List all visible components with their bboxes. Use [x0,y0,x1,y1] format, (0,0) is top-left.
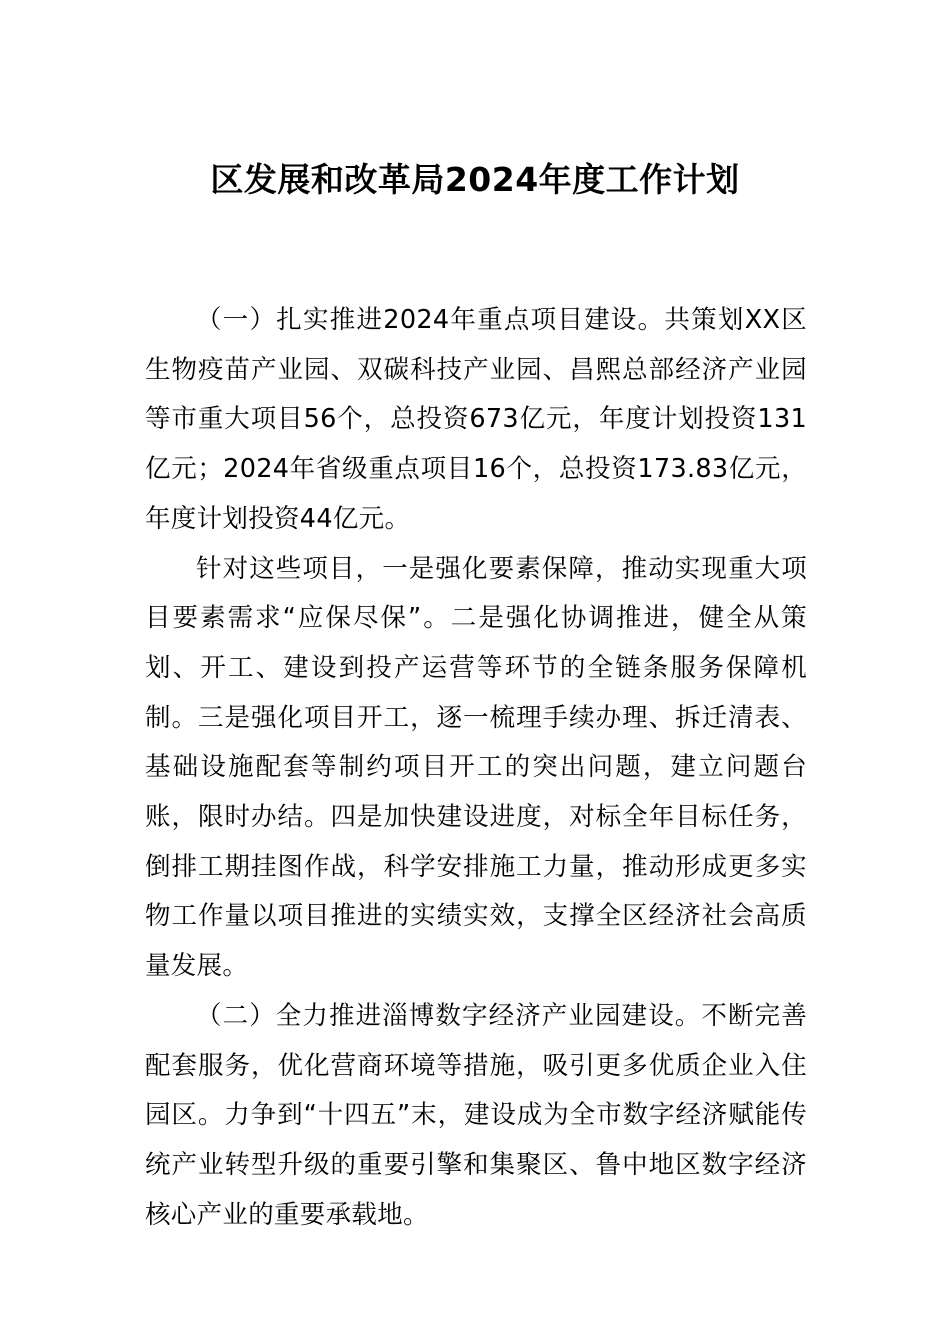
paragraph-key-projects: （一）扎实推进2024年重点项目建设。共策划XX区生物疫苗产业园、双碳科技产业园、昌熙总部经济产业园等市重大项目56个，总投资673亿元，年度计划投资131亿元；2024年省级重点项目16个，总投资173.83亿元，年度计划投资44亿元。 [145,305,807,534]
document-title: 区发展和改革局2024年度工作计划 [210,160,740,199]
document-body [145,296,807,1240]
paragraph-project-measures: 针对这些项目，一是强化要素保障，推动实现重大项目要素需求“应保尽保”。二是强化协调推进，健全从策划、开工、建设到投产运营等环节的全链条服务保障机制。三是强化项目开工，逐一梳理手续办理、拆迁清表、基础设施配套等制约项目开工的突出问题，建立问题台账，限时办结。四是加快建设进度，对标全年目标任务，倒排工期挂图作战，科学安排施工力量，推动形成更多实物工作量以项目推进的实绩实效，支撑全区经济社会高质量发展。 [145,553,807,982]
paragraph-digital-economy-park: （二）全力推进淄博数字经济产业园建设。不断完善配套服务，优化营商环境等措施，吸引更多优质企业入住园区。力争到“十四五”末，建设成为全市数字经济赋能传统产业转型升级的重要引擎和集聚区、鲁中地区数字经济核心产业的重要承载地。 [145,1000,807,1230]
